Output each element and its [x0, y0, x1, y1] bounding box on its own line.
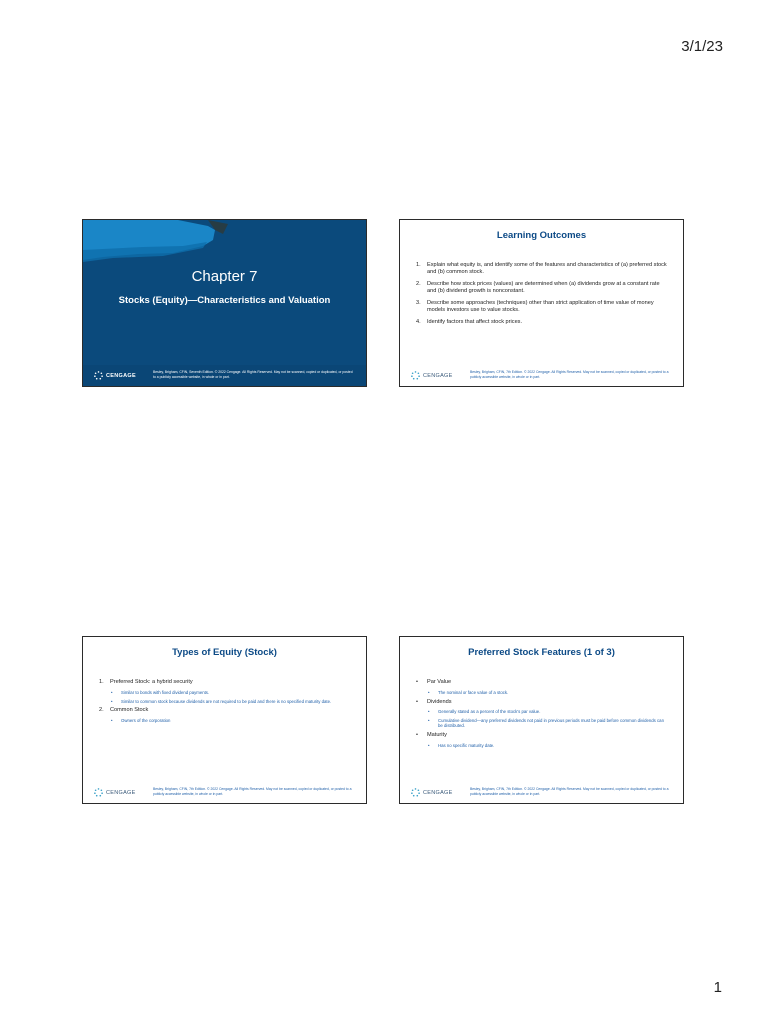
chapter-title: Chapter 7	[191, 268, 258, 285]
slide-footer	[400, 779, 683, 803]
list-item: • Dividends	[416, 698, 452, 705]
cengage-logo-icon	[94, 788, 103, 797]
outcomes-list	[416, 262, 667, 332]
copyright-notice: Besley, Brigham, CFIN, 7th Edition. © 2022 Cengage. All Rights Reserved. May not be scanned, copied or duplicated, or posted to a publicly accessible website, in whole or in part.	[470, 787, 669, 796]
slide-types-of-equity	[82, 636, 367, 804]
list-item: • Par Value	[416, 679, 452, 685]
sub-list-item: • Cumulative dividend—any preferred dividends not paid in previous periods must be paid before common dividends can be distributed.	[428, 718, 664, 729]
cengage-logo	[94, 371, 136, 380]
cengage-logo	[411, 371, 453, 380]
slide-title: Preferred Stock Features (1 of 3)	[468, 647, 615, 658]
sub-list-item: • The nominal or face value of a stock.	[428, 689, 509, 695]
slide-body	[99, 679, 350, 727]
sub-list-item: • Similar to common stock because dividends are not required to be paid and there is no specified maturity date.	[111, 698, 332, 704]
sub-list-item: • Generally stated as a percent of the stock’s par value.	[428, 709, 541, 715]
slide-footer	[83, 362, 366, 386]
copyright-notice: Besley, Brigham, CFIN, 7th Edition. © 2022 Cengage. All Rights Reserved. May not be scanned, copied or duplicated, or posted to a publicly accessible website, in whole or in part.	[153, 787, 352, 796]
cengage-logo-icon	[94, 371, 103, 380]
list-item: 1. Preferred Stock: a hybrid security	[99, 679, 193, 685]
logo-text: CENGAGE	[423, 789, 453, 796]
list-item: • Maturity	[416, 731, 447, 738]
list-item: 2. Common Stock	[99, 707, 149, 714]
slide-footer	[400, 362, 683, 386]
chapter-subtitle: Stocks (Equity)—Characteristics and Valuation	[118, 295, 331, 306]
slide-learning-outcomes	[399, 219, 684, 387]
slide-body	[416, 679, 667, 751]
slide-title: Types of Equity (Stock)	[172, 647, 277, 658]
slide-title: Learning Outcomes	[496, 230, 587, 241]
logo-text: CENGAGE	[106, 372, 136, 379]
slide-preferred-stock-features	[399, 636, 684, 804]
sub-list-item: • Similar to bonds with fixed dividend payments.	[111, 689, 210, 695]
logo-text: CENGAGE	[106, 789, 136, 796]
cengage-logo-icon	[411, 371, 420, 380]
copyright-notice: Besley, Brigham, CFIN, Seventh Edition. © 2022 Cengage. All Rights Reserved. May not be scanned, copied or duplicated, or posted to a publicly accessible website, in whole or in part.	[153, 370, 353, 379]
list-item: 2. Describe how stock prices (values) are determined when (a) dividends grow at a constant rate and (b) dividend growth is nonconstant.	[416, 281, 660, 294]
slide-footer	[83, 779, 366, 803]
slide-chapter-cover	[82, 219, 367, 387]
copyright-notice: Besley, Brigham, CFIN, 7th Edition. © 2022 Cengage. All Rights Reserved. May not be scanned, copied or duplicated, or posted to a publicly accessible website, in whole or in part.	[470, 370, 669, 379]
sub-list-item: • Owners of the corporation	[111, 718, 171, 723]
list-item: 3. Describe some approaches (techniques) other than strict application of time value of money models investors use to value stocks.	[416, 300, 654, 313]
cengage-logo-icon	[411, 788, 420, 797]
logo-text: CENGAGE	[423, 372, 453, 379]
sub-list-item: • Has no specific maturity date.	[428, 742, 495, 748]
cengage-logo	[411, 788, 453, 797]
page-number: 1	[713, 979, 722, 996]
list-item: 1. Explain what equity is, and identify some of the features and characteristics of (a) preferred stock and (b) common stock.	[416, 262, 667, 275]
list-item: 4. Identify factors that affect stock prices.	[416, 319, 523, 326]
page-date: 3/1/23	[681, 38, 723, 55]
cengage-logo	[94, 788, 136, 797]
